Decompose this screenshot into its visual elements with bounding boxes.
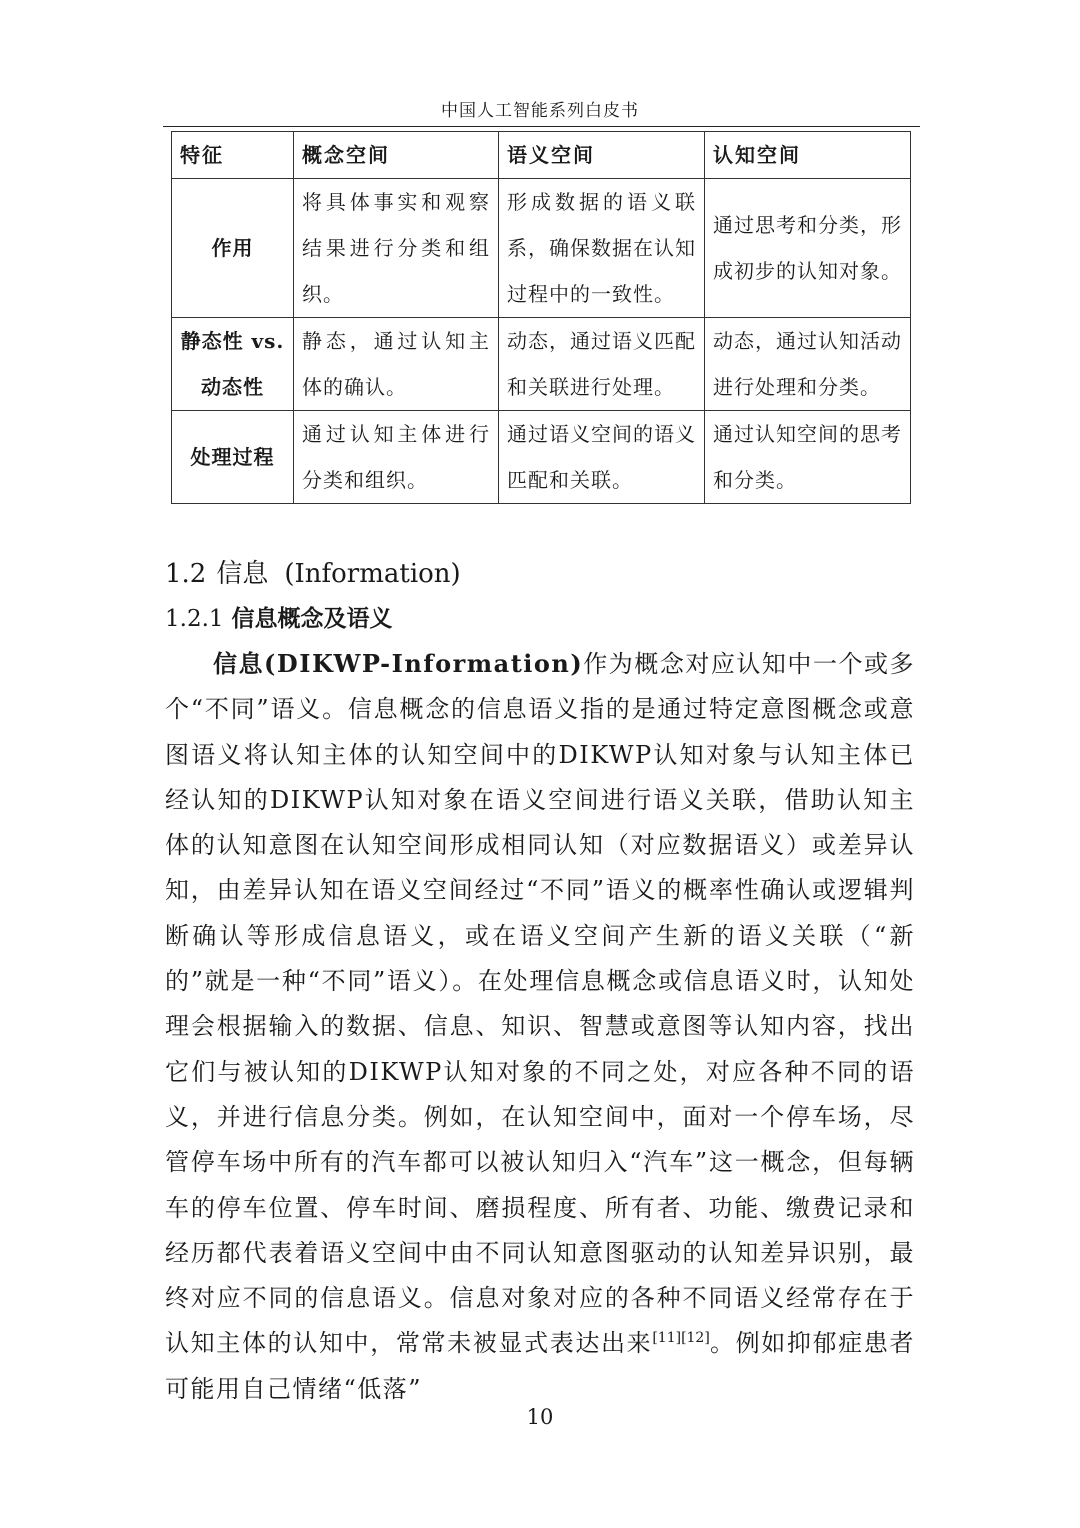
table-cell: 通过语义空间的语义匹配和关联。: [499, 411, 705, 504]
paragraph-text: 作为概念对应认知中一个或多个“不同”语义。信息概念的信息语义指的是通过特定意图概念或意图语义将认知主体的认知空间中的DIKWP认知对象与认知主体已经认知的DIKWP认知对象在语义空间进行语义关联，借助认知主体的认知意图在认知空间形成相同认知（对应数据语义）或差异认知，由差异认知在语义空间经过“不同”语义的概率性确认或逻辑判断确认等形成信息语义，或在语义空间产生新的语义关联（“新的”就是一种“不同”语义）。在处理信息概念或信息语义时，认知处理会根据输入的数据、信息、知识、智慧或意图等认知内容，找出它们与被认知的DIKWP认知对象的不同之处，对应各种不同的语义，并进行信息分类。例如，在认知空间中，面对一个停车场，尽管停车场中所有的汽车都可以被认知归入“汽车”这一概念，但每辆车的停车位置、停车时间、磨损程度、所有者、功能、缴费记录和经历都代表着语义空间中由不同认知意图驱动的认知差异识别，最终对应不同的信息语义。信息对象对应的各种不同语义经常存在于认知主体的认知中，常常未被显式表达出来: [165, 650, 915, 1358]
subsection-title: 信息概念及语义: [231, 605, 393, 632]
page-number: 10: [526, 1405, 554, 1429]
table-feature-cell: 处理过程: [172, 411, 294, 504]
table-row: [172, 179, 911, 318]
table-cell: 动态，通过语义匹配和关联进行处理。: [499, 318, 705, 411]
table-cell: 将具体事实和观察结果进行分类和组织。: [294, 179, 499, 318]
table-row: [172, 411, 911, 504]
citation-reference: [11][12]: [652, 1330, 710, 1347]
section-title-cn: 信息: [216, 559, 269, 589]
header-rule: [163, 126, 920, 127]
section-heading: [165, 553, 461, 590]
section-title-en: (Information): [284, 559, 461, 589]
subsection-number: 1.2.1: [165, 606, 224, 632]
body-paragraph: [165, 641, 915, 1412]
subsection-heading: [165, 600, 393, 633]
paragraph-text-continued: 。例如抑郁症患者可能用自己情绪“低落”: [165, 1329, 916, 1403]
table-cell: 形成数据的语义联系，确保数据在认知过程中的一致性。: [499, 179, 705, 318]
table-cell: 动态，通过认知活动进行处理和分类。: [705, 318, 911, 411]
paragraph-lead-term: 信息(DIKWP-Information): [213, 649, 584, 678]
table-cell: 静态，通过认知主体的确认。: [294, 318, 499, 411]
table-feature-cell: 作用: [172, 179, 294, 318]
running-header: 中国人工智能系列白皮书: [441, 101, 639, 121]
table-header-row: [172, 132, 911, 179]
section-number: 1.2: [165, 559, 207, 589]
table-row: [172, 318, 911, 411]
table-cell: 通过认知主体进行分类和组织。: [294, 411, 499, 504]
comparison-table: [171, 131, 911, 504]
table-header-cell: 语义空间: [499, 132, 705, 179]
table-header-cell: 认知空间: [705, 132, 911, 179]
table-header-cell: 特征: [172, 132, 294, 179]
table-header-cell: 概念空间: [294, 132, 499, 179]
table-feature-cell: 静态性 vs. 动态性: [172, 318, 294, 411]
table-cell: 通过思考和分类，形成初步的认知对象。: [705, 179, 911, 318]
table-cell: 通过认知空间的思考和分类。: [705, 411, 911, 504]
